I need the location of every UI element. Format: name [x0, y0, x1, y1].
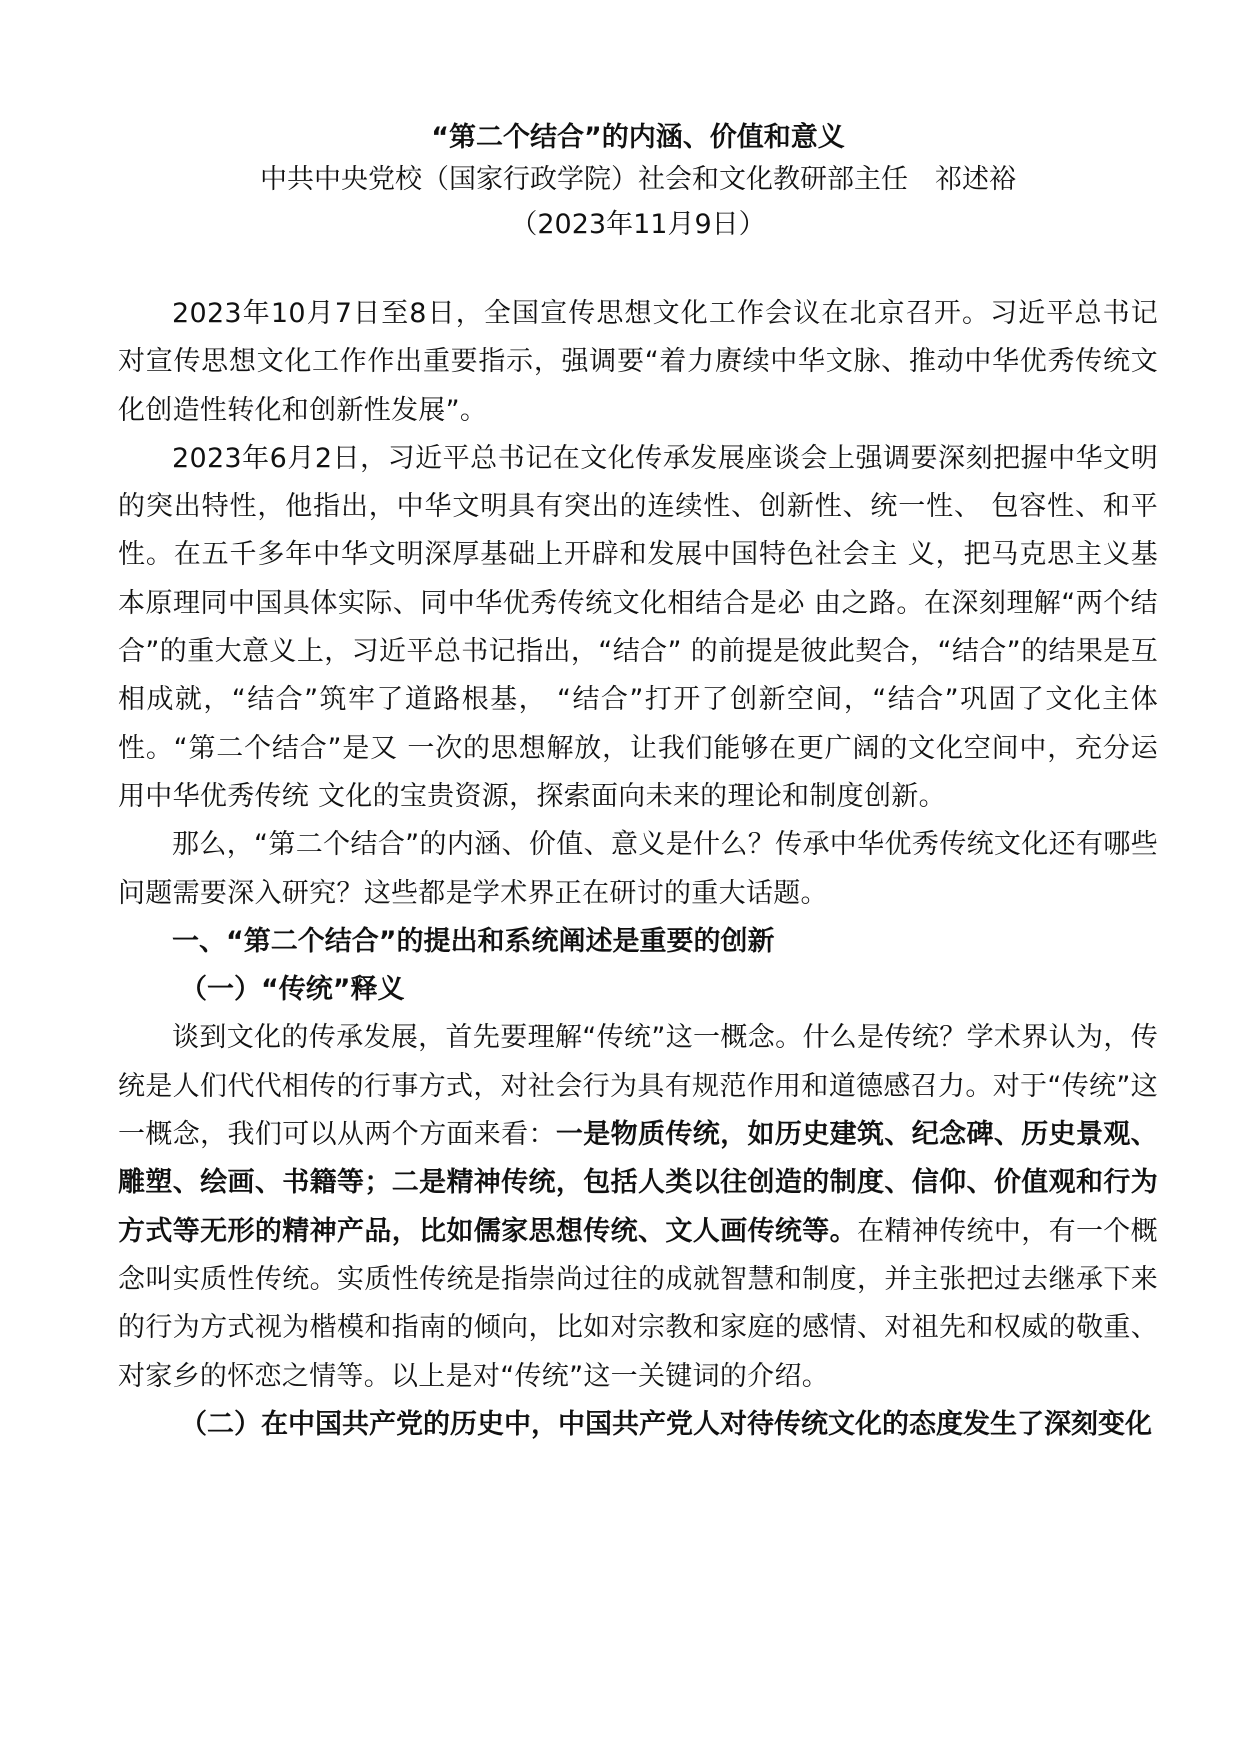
tradition-bold-text: 一是物质传统，如历史建筑、纪念碑、历史景观、雕塑、绘画、书籍等；二是精神传统，包括人类以往创造的制度、信仰、价值观和行为方式等无形的精神产品，比如儒家思想传统、文人画传统等。 — [118, 1119, 1158, 1247]
subsection-heading-2: （二）在中国共产党的历史中，中国共产党人对待传统文化的态度发生了深刻变化 — [180, 1408, 1152, 1440]
tradition-tail-text: 在精神传统中，有一个概念叫实质性传统。实质性传统是指崇尚过往的成就智慧和制度，并主张把过去继承下来的行为方式视为楷模和指南的倾向，比如对宗教和家庭的感情、对祖先和权威的敬重、对家乡的怀恋之情等。以上是对“传统”这一关键词的介绍。 — [118, 1215, 1158, 1392]
paragraph-symposium: 2023年6月2日，习近平总书记在文化传承发展座谈会上强调要深刻把握中华文明的突出特性，他指出，中华文明具有突出的连续性、创新性、统一性、 包容性、和平性。在五千多年中华文明深厚基础上开辟和发展中国特色社会主 义，把马克思主义基本原理同中国具体实际、同中华优秀传统文化相结合是必 由之路。在深刻理解“两个结合”的重大意义上，习近平总书记指出，“结合” 的前提是彼此契合，“结合”的结果是互相成就，“结合”筑牢了道路根基， “结合”打开了创新空间，“结合”巩固了文化主体性。“第二个结合”是又 一次的思想解放，让我们能够在更广阔的文化空间中，充分运用中华优秀传统 文化的宝贵资源，探索面向未来的理论和制度创新。 — [118, 442, 1158, 812]
document-date: （2023年11月9日） — [510, 209, 766, 240]
subsection-heading-1: （一）“传统”释义 — [180, 974, 405, 1006]
document-author: 中共中央党校（国家行政学院）社会和文化教研部主任 祁述裕 — [260, 164, 1016, 195]
paragraph-tradition — [118, 1014, 1158, 1400]
section-heading-1: 一、“第二个结合”的提出和系统阐述是重要的创新 — [172, 925, 775, 957]
paragraph-question: 那么，“第二个结合”的内涵、价值、意义是什么？传承中华优秀传统文化还有哪些问题需要深入研究？这些都是学术界正在研讨的重大话题。 — [118, 829, 1158, 909]
spacer — [118, 248, 1158, 290]
tradition-lead-text: 谈到文化的传承发展，首先要理解“传统”这一概念。什么是传统？学术界认为，传统是人们代代相传的行事方式，对社会行为具有规范作用和道德感召力。对于“传统”这一概念，我们可以从两个方面来看： — [118, 1022, 1158, 1151]
document-title: “第二个结合”的内涵、价值和意义 — [431, 122, 845, 153]
paragraph-conference: 2023年10月7日至8日，全国宣传思想文化工作会议在北京召开。习近平总书记对宣传思想文化工作作出重要指示，强调要“着力赓续中华文脉、推动中华优秀传统文化创造性转化和创新性发展”。 — [118, 298, 1158, 426]
document-page — [118, 118, 1158, 1449]
